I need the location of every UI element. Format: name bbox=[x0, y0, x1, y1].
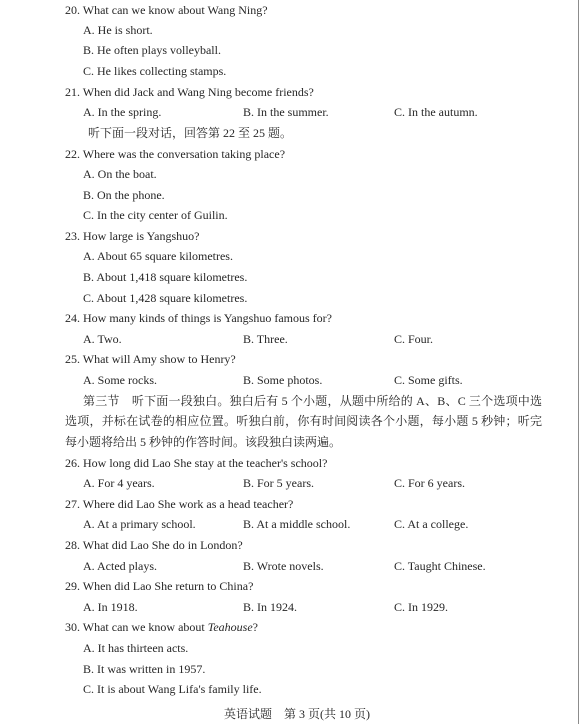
question-22-option-b: B. On the phone. bbox=[83, 188, 165, 202]
question-30-option-c: C. It is about Wang Lifa's family life. bbox=[83, 682, 262, 696]
question-27-option-c: C. At a college. bbox=[394, 517, 469, 531]
question-30-title: Teahouse bbox=[207, 620, 253, 634]
question-29-option-b: B. In 1924. bbox=[243, 600, 297, 614]
question-30-text: 30. What can we know about bbox=[65, 620, 208, 634]
question-28-option-c: C. Taught Chinese. bbox=[394, 559, 486, 573]
question-23: 23. How large is Yangshuo? bbox=[65, 229, 200, 243]
question-21-option-b: B. In the summer. bbox=[243, 105, 329, 119]
question-21-option-a: A. In the spring. bbox=[83, 105, 162, 119]
question-22-option-a: A. On the boat. bbox=[83, 167, 157, 181]
question-25-option-c: C. Some gifts. bbox=[394, 373, 463, 387]
question-29-option-a: A. In 1918. bbox=[83, 600, 138, 614]
question-26-option-a: A. For 4 years. bbox=[83, 476, 155, 490]
question-28-option-b: B. Wrote novels. bbox=[243, 559, 324, 573]
page-border-line bbox=[578, 0, 579, 724]
question-21-option-c: C. In the autumn. bbox=[394, 105, 478, 119]
question-23-option-c: C. About 1,428 square kilometres. bbox=[83, 291, 248, 305]
instruction-22-25: 听下面一段对话，回答第 22 至 25 题。 bbox=[88, 126, 293, 140]
section3-instruction-line-2: 选项，并标在试卷的相应位置。听独白前，你有时间阅读各个小题，每小题 5 秒钟；听完 bbox=[65, 414, 542, 428]
question-23-option-b: B. About 1,418 square kilometres. bbox=[83, 270, 248, 284]
question-20: 20. What can we know about Wang Ning? bbox=[65, 3, 268, 17]
question-24: 24. How many kinds of things is Yangshuo famous for? bbox=[65, 311, 332, 325]
question-24-option-a: A. Two. bbox=[83, 332, 122, 346]
question-26-option-c: C. For 6 years. bbox=[394, 476, 465, 490]
question-27-option-a: A. At a primary school. bbox=[83, 517, 196, 531]
question-24-option-c: C. Four. bbox=[394, 332, 434, 346]
question-25-option-a: A. Some rocks. bbox=[83, 373, 157, 387]
question-25: 25. What will Amy show to Henry? bbox=[65, 352, 236, 366]
question-26-option-b: B. For 5 years. bbox=[243, 476, 314, 490]
question-20-option-a: A. He is short. bbox=[83, 23, 153, 37]
section3-instruction-line-3: 每小题将给出 5 秒钟的作答时间。该段独白读两遍。 bbox=[65, 435, 342, 449]
question-30-end: ? bbox=[252, 620, 258, 634]
question-20-option-b: B. He often plays volleyball. bbox=[83, 43, 221, 57]
question-28-option-a: A. Acted plays. bbox=[83, 559, 157, 573]
question-29: 29. When did Lao She return to China? bbox=[65, 579, 254, 593]
question-22: 22. Where was the conversation taking place? bbox=[65, 147, 286, 161]
section3-instruction-line-1: 第三节 听下面一段独白。独白后有 5 个小题，从题中所给的 A、B、C 三个选项中选 bbox=[83, 394, 542, 408]
question-27-option-b: B. At a middle school. bbox=[243, 517, 351, 531]
page-footer: 英语试题 第 3 页(共 10 页) bbox=[224, 707, 370, 721]
question-28: 28. What did Lao She do in London? bbox=[65, 538, 243, 552]
question-25-option-b: B. Some photos. bbox=[243, 373, 323, 387]
question-30-option-b: B. It was written in 1957. bbox=[83, 662, 206, 676]
question-21: 21. When did Jack and Wang Ning become friends? bbox=[65, 85, 314, 99]
question-30 bbox=[65, 619, 258, 635]
question-30-option-a: A. It has thirteen acts. bbox=[83, 641, 189, 655]
question-23-option-a: A. About 65 square kilometres. bbox=[83, 249, 233, 263]
question-27: 27. Where did Lao She work as a head teacher? bbox=[65, 497, 294, 511]
question-20-option-c: C. He likes collecting stamps. bbox=[83, 64, 227, 78]
question-22-option-c: C. In the city center of Guilin. bbox=[83, 208, 228, 222]
question-29-option-c: C. In 1929. bbox=[394, 600, 448, 614]
question-26: 26. How long did Lao She stay at the teacher's school? bbox=[65, 456, 328, 470]
question-24-option-b: B. Three. bbox=[243, 332, 288, 346]
